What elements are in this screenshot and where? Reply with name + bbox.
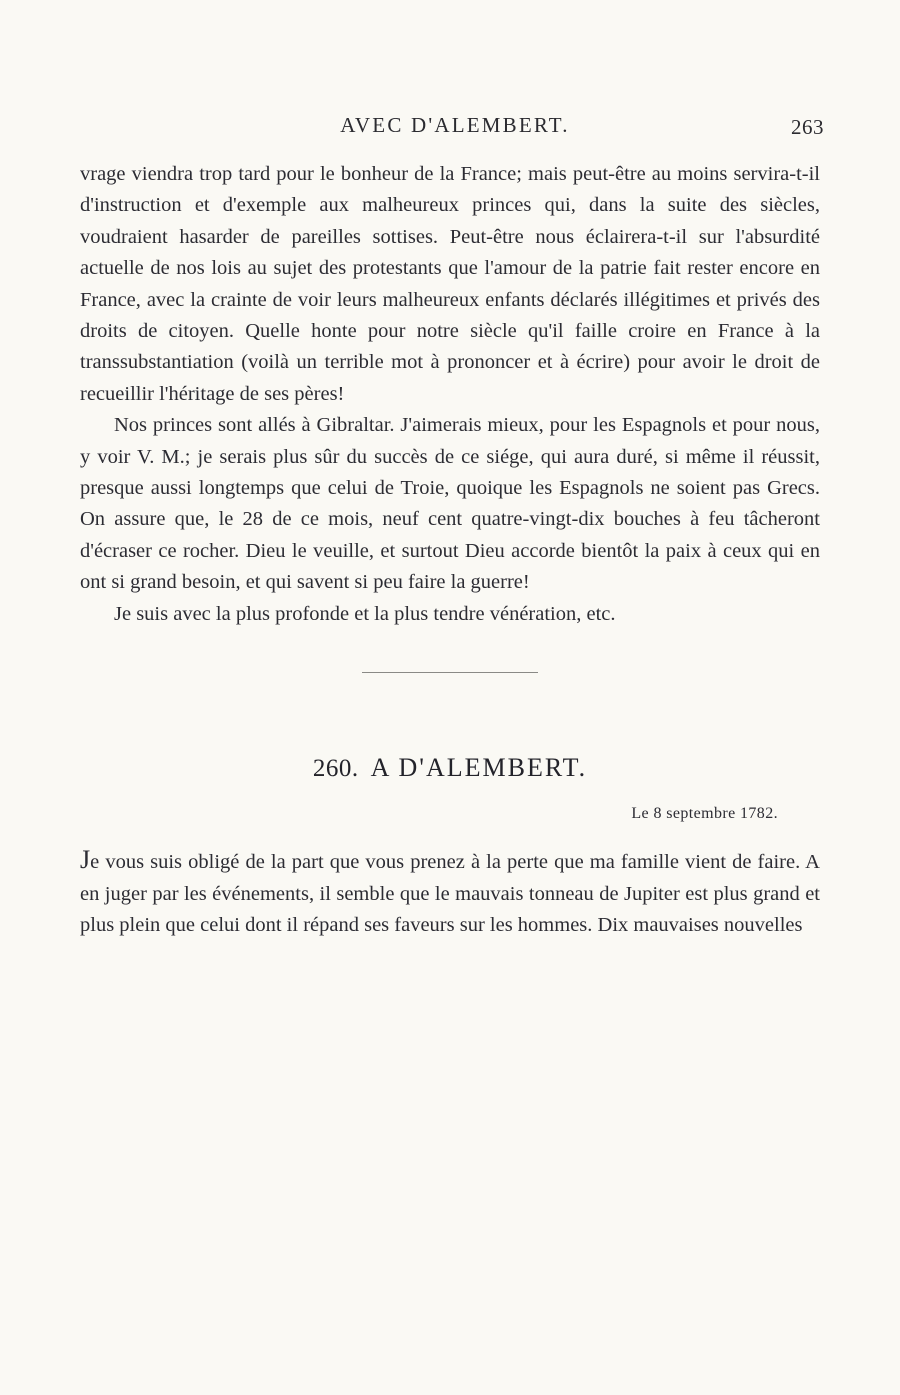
paragraph: Je suis avec la plus profonde et la plus tendre vénération, etc.: [114, 602, 616, 625]
paragraph-text: e vous suis obligé de la part que vous prenez à la perte que ma famille vient de faire. A en juger par les événements, il semble que le mauvais tonneau de Jupiter est plus grand et plus plein que celui dont il répand ses faveurs sur les hommes. Dix mauvaises nouvelles: [80, 851, 820, 936]
section-divider-rule: [362, 672, 538, 673]
letter-recipient: A D'ALEMBERT.: [370, 753, 588, 783]
running-head: [80, 113, 824, 143]
running-head-title: AVEC D'ALEMBERT.: [340, 113, 570, 137]
drop-cap: J: [80, 845, 91, 875]
paragraph: vrage viendra trop tard pour le bonheur de la France; mais peut-être au moins servira-t-il d'instruction et d'exemple aux malheureux princes qui, dans la suite des siècles, voudraient hasarder de pareilles sottises. Peut-être nous éclairera-t-il sur l'absurdité actuelle de nos lois au sujet des protestants que l'amour de la patrie fait rester encore en France, avec la crainte de voir leurs malheureux enfants déclarés illégitimes et privés des droits de citoyen. Quelle honte pour notre siècle qu'il faille croire en France à la transsubstantiation (voilà un terrible mot à prononcer et à écrire) pour avoir le droit de recueillir l'héritage de ses pères!: [80, 163, 820, 405]
paragraph: Nos princes sont allés à Gibraltar. J'aimerais mieux, pour les Espagnols et pour nous, y voir V. M.; je serais plus sûr du succès de ce siége, qui aura duré, si même il réussit, presque aussi longtemps que celui de Troie, quoique les Espagnols ne soient pas Grecs. On assure que, le 28 de ce mois, neuf cent quatre-vingt-dix bouches à feu tâcheront d'écraser ce rocher. Dieu le veuille, et surtout Dieu accorde bientôt la paix à ceux qui en ont si grand besoin, et qui savent si peu faire la guerre!: [80, 414, 820, 594]
letter-heading: [80, 753, 820, 783]
letter-number: 260.: [312, 755, 359, 783]
letter-dateline: Le 8 septembre 1782.: [631, 805, 778, 823]
continued-letter-body: [80, 159, 820, 630]
letter-body: [80, 847, 820, 941]
document-page: [0, 113, 900, 1395]
page-number: 263: [791, 115, 824, 139]
paragraph: [80, 847, 820, 941]
